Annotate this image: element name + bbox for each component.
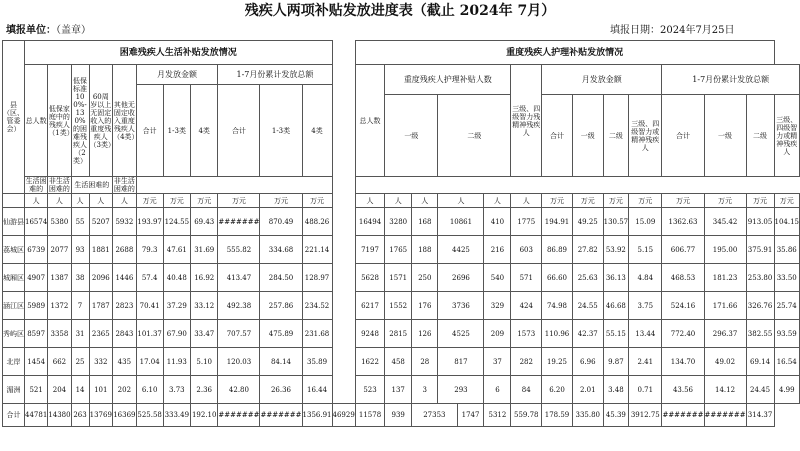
n-cum-l2-header: 二级 xyxy=(746,95,774,177)
n-value-cell: 16494 xyxy=(355,208,384,236)
filing-unit xyxy=(6,23,91,39)
k-value-cell: 26.36 xyxy=(260,376,302,404)
n-value-cell: 4.99 xyxy=(774,376,800,404)
n-value-cell: 25.63 xyxy=(572,264,603,292)
n-value-cell: 2.41 xyxy=(629,348,662,376)
k-value-cell: 2823 xyxy=(113,292,137,320)
n-value-cell: 46.68 xyxy=(603,292,629,320)
county-cell: 仙游县 xyxy=(3,208,25,236)
unit-cell: 万元 xyxy=(163,194,190,208)
n-value-cell: 49.25 xyxy=(572,208,603,236)
n-monthly-header: 月发放金额 xyxy=(542,65,662,95)
k-value-cell: 14380 xyxy=(48,404,71,427)
k-value-cell: 488.26 xyxy=(302,208,332,236)
k-value-cell: 1372 xyxy=(48,292,71,320)
k-value-cell: 435 xyxy=(113,348,137,376)
n-cum-sum-header: 合计 xyxy=(662,95,704,177)
n-value-cell: 55.15 xyxy=(603,320,629,348)
n-value-cell: 326.76 xyxy=(746,292,774,320)
k-value-cell: 202 xyxy=(113,376,137,404)
k-value-cell: 57.4 xyxy=(136,264,163,292)
n-monthly-l1-header: 一级 xyxy=(572,95,603,177)
n-value-cell: 25.74 xyxy=(774,292,800,320)
n-value-cell: 4525 xyxy=(438,320,484,348)
county-cell: 涵江区 xyxy=(3,292,25,320)
k-value-cell: 16.92 xyxy=(191,264,218,292)
unit-cell: 人 xyxy=(511,194,542,208)
report-title: 残疾人两项补贴发放进度表（截止 2024年 7月） xyxy=(244,3,556,19)
n-value-cell: 524.16 xyxy=(662,292,704,320)
unit-cell: 万元 xyxy=(302,194,332,208)
county-cell: 北岸 xyxy=(3,348,25,376)
n-value-cell: 2815 xyxy=(385,320,412,348)
n-value-cell: 329 xyxy=(484,292,511,320)
progress-table xyxy=(2,40,800,427)
column-separator xyxy=(332,41,355,404)
unit-cell: 人 xyxy=(438,194,484,208)
k-value-cell: 11.93 xyxy=(163,348,190,376)
n-value-cell: 9.87 xyxy=(603,348,629,376)
n-value-cell: 6.96 xyxy=(572,348,603,376)
n-value-cell: 4.84 xyxy=(629,264,662,292)
k-value-cell: 1356.91 xyxy=(302,404,332,427)
k-60-above-header: 60周岁以上无固定收入的重度残疾人（3类） xyxy=(89,65,113,177)
k-other-header: 其他无固定收入重度残疾人（4类） xyxy=(113,65,137,177)
n-value-cell: 171.66 xyxy=(704,292,746,320)
n-value-cell: 1775 xyxy=(511,208,542,236)
table-row xyxy=(3,320,800,348)
n-value-cell: 3.75 xyxy=(629,292,662,320)
unit-cell: 人 xyxy=(113,194,137,208)
unit-cell: 人 xyxy=(355,194,384,208)
n-monthly-l34-header: 三级、四级智力或精神残疾人 xyxy=(629,95,662,177)
filing-unit-value: （盖章） xyxy=(56,25,91,36)
k-value-cell: 1454 xyxy=(25,348,48,376)
n-value-cell: 10861 xyxy=(438,208,484,236)
n-value-cell: 188 xyxy=(412,236,438,264)
k-value-cell: 521 xyxy=(25,376,48,404)
n-value-cell: 6 xyxy=(484,376,511,404)
n-value-cell: 84 xyxy=(511,376,542,404)
k-dibao-header: 低保家庭中的残疾人（1类） xyxy=(48,65,71,177)
k-value-cell: 1881 xyxy=(89,236,113,264)
n-value-cell: 1362.63 xyxy=(662,208,704,236)
n-value-cell: 1622 xyxy=(355,348,384,376)
k-value-cell: 31 xyxy=(71,320,89,348)
n-value-cell: 16.54 xyxy=(774,348,800,376)
k-value-cell: ####### xyxy=(260,404,302,427)
table-row xyxy=(3,292,800,320)
n-value-cell: 46929 xyxy=(332,404,355,427)
n-value-cell: 540 xyxy=(484,264,511,292)
k-value-cell: 192.10 xyxy=(191,404,218,427)
unit-cell: 万元 xyxy=(603,194,629,208)
county-header: 县（区、管委会） xyxy=(3,41,25,194)
unit-cell: 万元 xyxy=(774,194,800,208)
county-cell: 城厢区 xyxy=(3,264,25,292)
n-value-cell: 2696 xyxy=(438,264,484,292)
k-value-cell: 16.44 xyxy=(302,376,332,404)
k-value-cell: 128.97 xyxy=(302,264,332,292)
n-value-cell: 45.39 xyxy=(603,404,629,427)
n-value-cell: 571 xyxy=(511,264,542,292)
county-cell: 荔城区 xyxy=(3,236,25,264)
k-value-cell: 2843 xyxy=(113,320,137,348)
n-value-cell: 53.92 xyxy=(603,236,629,264)
k-value-cell: 284.50 xyxy=(260,264,302,292)
k-value-cell: 6.10 xyxy=(136,376,163,404)
n-value-cell: 176 xyxy=(412,292,438,320)
k-value-cell: 44781 xyxy=(25,404,48,427)
n-value-cell: 1573 xyxy=(511,320,542,348)
k-value-cell: 662 xyxy=(48,348,71,376)
unit-cell: 万元 xyxy=(218,194,260,208)
n-value-cell: 5.15 xyxy=(629,236,662,264)
n-value-cell: 913.05 xyxy=(746,208,774,236)
n-value-cell: ####### xyxy=(662,404,704,427)
k-value-cell: 25 xyxy=(71,348,89,376)
k-value-cell: 707.57 xyxy=(218,320,260,348)
unit-cell: 人 xyxy=(412,194,438,208)
n-value-cell: 66.60 xyxy=(542,264,573,292)
n-value-cell: 296.37 xyxy=(704,320,746,348)
county-cell: 湄洲 xyxy=(3,376,25,404)
n-value-cell: 772.40 xyxy=(662,320,704,348)
k-value-cell: 2365 xyxy=(89,320,113,348)
n-value-cell: 6.20 xyxy=(542,376,573,404)
n-value-cell: 939 xyxy=(385,404,412,427)
k-value-cell: 2077 xyxy=(48,236,71,264)
k-value-cell: 124.55 xyxy=(163,208,190,236)
n-value-cell: 606.77 xyxy=(662,236,704,264)
n-value-cell: 1765 xyxy=(385,236,412,264)
k-value-cell: ####### xyxy=(218,208,260,236)
n-level1-group-header: 一级 xyxy=(385,95,438,177)
k-value-cell: 525.58 xyxy=(136,404,163,427)
k-value-cell: 101 xyxy=(89,376,113,404)
n-value-cell: 209 xyxy=(484,320,511,348)
unit-cell: 人 xyxy=(71,194,89,208)
n-value-cell: 345.42 xyxy=(704,208,746,236)
unit-cell: 万元 xyxy=(542,194,573,208)
n-value-cell: 3736 xyxy=(438,292,484,320)
k-value-cell: 334.68 xyxy=(260,236,302,264)
k-value-cell: 79.3 xyxy=(136,236,163,264)
k-value-cell: 120.03 xyxy=(218,348,260,376)
n-value-cell: 104.15 xyxy=(774,208,800,236)
k-value-cell: 5.10 xyxy=(191,348,218,376)
county-cell: 秀屿区 xyxy=(3,320,25,348)
k-value-cell: 193.97 xyxy=(136,208,163,236)
n-value-cell: 410 xyxy=(484,208,511,236)
unit-cell: 万元 xyxy=(662,194,704,208)
k-value-cell: 5380 xyxy=(48,208,71,236)
n-value-cell: 559.78 xyxy=(511,404,542,427)
k-value-cell: 40.48 xyxy=(163,264,190,292)
k-cumulative-header: 1-7月份累计发放总额 xyxy=(218,65,332,85)
n-value-cell: 27353 xyxy=(412,404,457,427)
k-value-cell: 332 xyxy=(89,348,113,376)
n-value-cell: 253.80 xyxy=(746,264,774,292)
k-value-cell: 14 xyxy=(71,376,89,404)
k-value-cell: 3.73 xyxy=(163,376,190,404)
k-value-cell: 413.47 xyxy=(218,264,260,292)
n-value-cell: 13.44 xyxy=(629,320,662,348)
k-value-cell: 2.36 xyxy=(191,376,218,404)
k-value-cell: 2096 xyxy=(89,264,113,292)
k-value-cell: 257.86 xyxy=(260,292,302,320)
n-group-header: 重度残疾人护理补贴人数 xyxy=(385,65,511,95)
k-value-cell: 1387 xyxy=(48,264,71,292)
n-value-cell: 6217 xyxy=(355,292,384,320)
unit-cell: 万元 xyxy=(704,194,746,208)
k-value-cell: 69.43 xyxy=(191,208,218,236)
n-value-cell: 424 xyxy=(511,292,542,320)
n-value-cell: 335.80 xyxy=(572,404,603,427)
n-l1-hard-header: 生活困难的 xyxy=(25,177,47,193)
table-row xyxy=(3,236,800,264)
section-header-living-subsidy: 困难残疾人生活补贴发放情况 xyxy=(25,41,333,65)
n-value-cell: 181.23 xyxy=(704,264,746,292)
k-value-cell: 67.90 xyxy=(163,320,190,348)
n-value-cell: 375.91 xyxy=(746,236,774,264)
n-value-cell: 27.82 xyxy=(572,236,603,264)
unit-cell: 人 xyxy=(89,194,113,208)
table-row xyxy=(3,404,800,427)
k-value-cell: 555.82 xyxy=(218,236,260,264)
n-value-cell: 603 xyxy=(511,236,542,264)
n-value-cell: 523 xyxy=(355,376,384,404)
k-total-header: 总人数 xyxy=(25,65,48,177)
k-value-cell: 1787 xyxy=(89,292,113,320)
k-value-cell: 37.29 xyxy=(163,292,190,320)
k-value-cell: 16574 xyxy=(25,208,48,236)
k-monthly-4-header: 4类 xyxy=(191,85,218,177)
k-value-cell: 35.89 xyxy=(302,348,332,376)
n-value-cell: 137 xyxy=(385,376,412,404)
n-value-cell: 134.70 xyxy=(662,348,704,376)
n-value-cell: 69.14 xyxy=(746,348,774,376)
n-value-cell: 130.57 xyxy=(603,208,629,236)
k-value-cell: 333.49 xyxy=(163,404,190,427)
k-value-cell: 93 xyxy=(71,236,89,264)
n-value-cell: 0.71 xyxy=(629,376,662,404)
filing-date xyxy=(610,23,735,39)
n-value-cell: 250 xyxy=(412,264,438,292)
unit-cell: 万元 xyxy=(136,194,163,208)
k-value-cell: 263 xyxy=(71,404,89,427)
k-monthly-13-header: 1-3类 xyxy=(163,85,190,177)
k-value-cell: 101.37 xyxy=(136,320,163,348)
n-value-cell: 126 xyxy=(412,320,438,348)
k-value-cell: 234.52 xyxy=(302,292,332,320)
n-value-cell: 178.59 xyxy=(542,404,573,427)
n-value-cell: 110.96 xyxy=(542,320,573,348)
n-value-cell: 382.55 xyxy=(746,320,774,348)
filing-date-value: 2024年7月25日 xyxy=(660,25,735,36)
n-value-cell: 15.09 xyxy=(629,208,662,236)
n-value-cell: 14.12 xyxy=(704,376,746,404)
n-value-cell: 817 xyxy=(438,348,484,376)
k-value-cell: 8597 xyxy=(25,320,48,348)
n-value-cell: 4425 xyxy=(438,236,484,264)
n-l2-nonhard-header: 非生活困难的 xyxy=(113,177,135,193)
n-value-cell: 42.37 xyxy=(572,320,603,348)
n-value-cell: 5628 xyxy=(355,264,384,292)
n-value-cell: 35.86 xyxy=(774,236,800,264)
n-value-cell: 293 xyxy=(438,376,484,404)
k-cum-4-header: 4类 xyxy=(302,85,332,177)
n-value-cell: 5312 xyxy=(484,404,511,427)
unit-cell: 万元 xyxy=(191,194,218,208)
k-value-cell: 870.49 xyxy=(260,208,302,236)
k-value-cell: 13769 xyxy=(89,404,113,427)
n-value-cell: 1571 xyxy=(385,264,412,292)
unit-cell: 人 xyxy=(25,194,48,208)
k-value-cell: 55 xyxy=(71,208,89,236)
k-value-cell: 5932 xyxy=(113,208,137,236)
n-value-cell: 216 xyxy=(484,236,511,264)
n-value-cell: 282 xyxy=(511,348,542,376)
k-value-cell: 1446 xyxy=(113,264,137,292)
k-value-cell: 231.68 xyxy=(302,320,332,348)
table-row xyxy=(3,264,800,292)
unit-cell: 人 xyxy=(385,194,412,208)
k-value-cell: 5207 xyxy=(89,208,113,236)
n-value-cell: 36.13 xyxy=(603,264,629,292)
k-value-cell: 5989 xyxy=(25,292,48,320)
n-value-cell: 314.37 xyxy=(746,404,774,427)
n-l1-nonhard-header: 非生活困难的 xyxy=(48,177,70,193)
filing-date-label: 填报日期： xyxy=(610,25,660,36)
unit-cell: 人 xyxy=(48,194,71,208)
section-header-nursing-subsidy: 重度残疾人护理补贴发放情况 xyxy=(355,41,774,65)
n-value-cell: 7197 xyxy=(355,236,384,264)
n-cum-l34-header: 三级、四级智力或精神残疾人 xyxy=(774,95,800,177)
k-value-cell: 38 xyxy=(71,264,89,292)
n-value-cell: 74.98 xyxy=(542,292,573,320)
n-value-cell: 458 xyxy=(385,348,412,376)
k-value-cell: 42.80 xyxy=(218,376,260,404)
n-level2-group-header: 二级 xyxy=(438,95,511,177)
unit-cell: 万元 xyxy=(629,194,662,208)
k-value-cell: 221.14 xyxy=(302,236,332,264)
n-total-header: 总人数 xyxy=(355,65,384,177)
n-value-cell: 28 xyxy=(412,348,438,376)
n-value-cell: 3.48 xyxy=(603,376,629,404)
table-row xyxy=(3,208,800,236)
n-cumulative-header: 1-7月份累计发放总额 xyxy=(662,65,800,95)
n-value-cell: 3912.75 xyxy=(629,404,662,427)
k-value-cell: 7 xyxy=(71,292,89,320)
n-value-cell: 19.25 xyxy=(542,348,573,376)
k-value-cell: 70.41 xyxy=(136,292,163,320)
n-value-cell: 11578 xyxy=(355,404,384,427)
unit-cell: 万元 xyxy=(260,194,302,208)
k-value-cell: 6739 xyxy=(25,236,48,264)
n-value-cell: ####### xyxy=(704,404,746,427)
k-cum-13-header: 1-3类 xyxy=(260,85,302,177)
k-value-cell: 4907 xyxy=(25,264,48,292)
n-value-cell: 468.53 xyxy=(662,264,704,292)
filing-unit-label: 填报单位： xyxy=(6,25,56,36)
n-value-cell: 3 xyxy=(412,376,438,404)
unit-cell: 万元 xyxy=(746,194,774,208)
n-value-cell: 33.50 xyxy=(774,264,800,292)
k-value-cell: 3358 xyxy=(48,320,71,348)
n-value-cell: 2.01 xyxy=(572,376,603,404)
n-value-cell: 93.59 xyxy=(774,320,800,348)
k-value-cell: ####### xyxy=(218,404,260,427)
k-value-cell: 33.47 xyxy=(191,320,218,348)
n-monthly-sum-header: 合计 xyxy=(542,95,573,177)
n-value-cell: 9248 xyxy=(355,320,384,348)
k-value-cell: 33.12 xyxy=(191,292,218,320)
k-value-cell: 492.38 xyxy=(218,292,260,320)
k-monthly-header: 月发放金额 xyxy=(136,65,218,85)
n-monthly-l2-header: 二级 xyxy=(603,95,629,177)
n-value-cell: 24.55 xyxy=(572,292,603,320)
unit-cell-county xyxy=(3,194,25,208)
k-value-cell: 204 xyxy=(48,376,71,404)
n-value-cell: 3280 xyxy=(385,208,412,236)
n-value-cell: 43.56 xyxy=(662,376,704,404)
n-value-cell: 37 xyxy=(484,348,511,376)
table-row xyxy=(3,348,800,376)
k-value-cell: 475.89 xyxy=(260,320,302,348)
k-value-cell: 47.61 xyxy=(163,236,190,264)
k-value-cell: 84.14 xyxy=(260,348,302,376)
n-value-cell: 49.02 xyxy=(704,348,746,376)
unit-cell: 万元 xyxy=(572,194,603,208)
table-row xyxy=(3,376,800,404)
n-grade34-header: 三级、四级智力残精神残疾人 xyxy=(511,65,542,177)
n-value-cell: 1552 xyxy=(385,292,412,320)
n-value-cell: 86.89 xyxy=(542,236,573,264)
k-100-130-header: 低保标准100%-130%的困难残疾人（2类） xyxy=(71,65,89,177)
k-value-cell: 31.69 xyxy=(191,236,218,264)
unit-cell: 人 xyxy=(484,194,511,208)
k-cum-sum-header: 合计 xyxy=(218,85,260,177)
n-value-cell: 194.91 xyxy=(542,208,573,236)
k-value-cell: 17.04 xyxy=(136,348,163,376)
n-cum-l1-header: 一级 xyxy=(704,95,746,177)
k-value-cell: 16369 xyxy=(113,404,137,427)
county-cell: 合计 xyxy=(3,404,25,427)
n-value-cell: 1747 xyxy=(457,404,484,427)
k-monthly-sum-header: 合计 xyxy=(136,85,163,177)
n-value-cell: 168 xyxy=(412,208,438,236)
n-value-cell: 24.45 xyxy=(746,376,774,404)
n-value-cell: 195.00 xyxy=(704,236,746,264)
k-value-cell: 2688 xyxy=(113,236,137,264)
n-l2-hard-header: 生活困难的 xyxy=(71,177,113,194)
